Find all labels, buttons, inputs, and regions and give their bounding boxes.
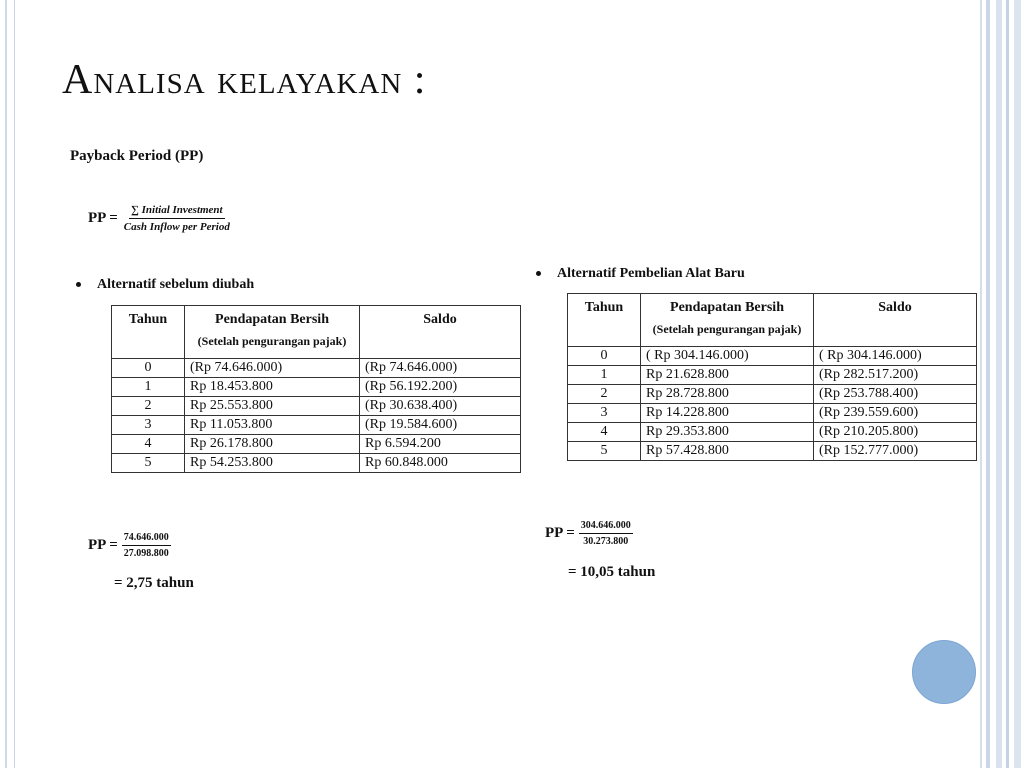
col-header-income-sub: (Setelah pengurangan pajak) (652, 322, 802, 336)
col-header-balance: Saldo (814, 294, 977, 347)
col-header-income: Pendapatan Bersih (Setelah pengurangan pajak) (185, 306, 360, 359)
table-row: 4 Rp 26.178.800 Rp 6.594.200 (112, 435, 521, 454)
col-header-balance: Saldo (360, 306, 521, 359)
table-row: 0 ( Rp 304.146.000) ( Rp 304.146.000) (568, 347, 977, 366)
alt1-pp-result: = 2,75 tahun (114, 575, 194, 591)
table-row: 2 Rp 28.728.800 (Rp 253.788.400) (568, 385, 977, 404)
table-header-row (112, 306, 521, 359)
table-header-row (568, 294, 977, 347)
col-header-year: Tahun (568, 294, 641, 347)
alt1-table (111, 305, 521, 473)
formula-denominator: Cash Inflow per Period (123, 221, 230, 233)
decorative-stripes (978, 0, 1024, 768)
pp-general-formula (88, 204, 232, 233)
alt1-bullet (76, 277, 254, 293)
alt2-bullet (536, 266, 745, 282)
formula-fraction (122, 204, 232, 233)
alt2-label: Alternatif Pembelian Alat Baru (557, 266, 745, 281)
decorative-circle (912, 640, 976, 704)
alt1-pp-fraction (122, 532, 171, 559)
col-header-year: Tahun (112, 306, 185, 359)
table-row: 5 Rp 54.253.800 Rp 60.848.000 (112, 454, 521, 473)
formula-lhs: PP = (88, 210, 118, 226)
alt1-pp-numerator: 74.646.000 (122, 532, 171, 546)
table-row: 3 Rp 14.228.800 (Rp 239.559.600) (568, 404, 977, 423)
alt1-pp-lhs: PP = (88, 537, 118, 553)
section-title: Payback Period (PP) (70, 148, 204, 164)
alt1-label: Alternatif sebelum diubah (97, 277, 255, 292)
col-header-income-sub: (Setelah pengurangan pajak) (197, 334, 347, 348)
table-row: 1 Rp 18.453.800 (Rp 56.192.200) (112, 378, 521, 397)
alt2-pp-fraction (579, 520, 633, 547)
table-row: 3 Rp 11.053.800 (Rp 19.584.600) (112, 416, 521, 435)
alt2-table (567, 293, 977, 461)
table-row: 5 Rp 57.428.800 (Rp 152.777.000) (568, 442, 977, 461)
table-row: 0 (Rp 74.646.000) (Rp 74.646.000) (112, 359, 521, 378)
bullet-dot (76, 282, 81, 287)
alt2-pp-numerator: 304.646.000 (579, 520, 633, 534)
slide-title: Analisa kelayakan : (62, 57, 427, 103)
table-row: 2 Rp 25.553.800 (Rp 30.638.400) (112, 397, 521, 416)
col-header-income: Pendapatan Bersih (Setelah pengurangan pajak) (641, 294, 814, 347)
alt2-pp-denominator: 30.273.800 (583, 536, 629, 547)
alt2-pp-result: = 10,05 tahun (568, 564, 656, 580)
formula-numerator: ∑ Initial Investment (129, 204, 225, 219)
alt2-pp-lhs: PP = (545, 525, 575, 541)
table-row: 1 Rp 21.628.800 (Rp 282.517.200) (568, 366, 977, 385)
alt2-pp-formula (545, 520, 633, 547)
alt1-pp-formula (88, 532, 171, 559)
table-row: 4 Rp 29.353.800 (Rp 210.205.800) (568, 423, 977, 442)
bullet-dot (536, 271, 541, 276)
left-frame-border (0, 0, 15, 768)
alt1-pp-denominator: 27.098.800 (123, 548, 169, 559)
